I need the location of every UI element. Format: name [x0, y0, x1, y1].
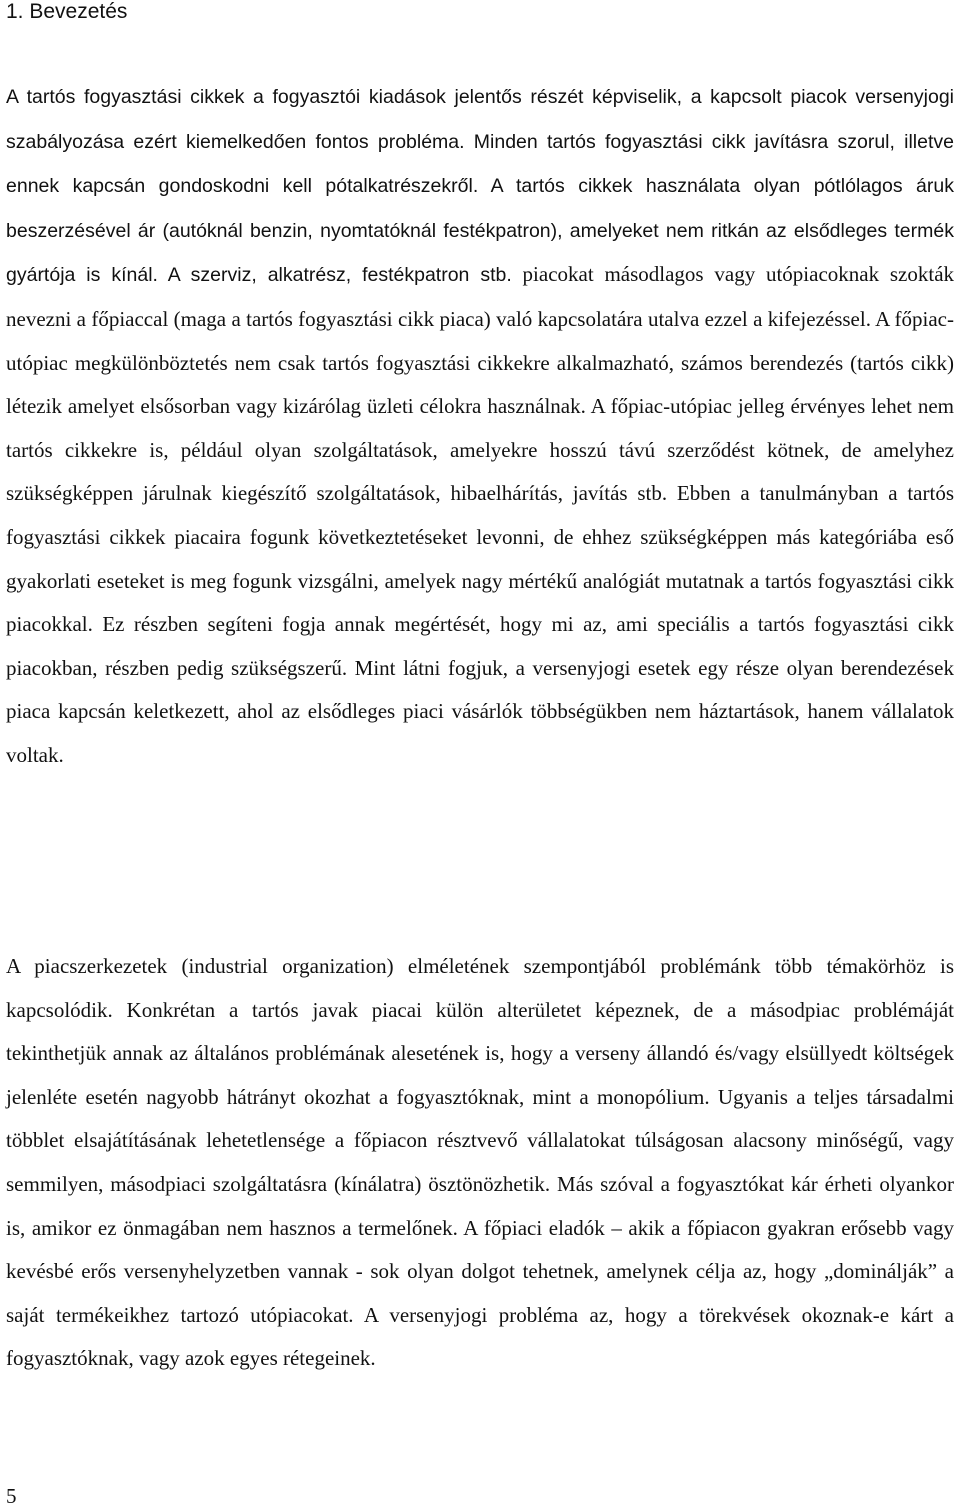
section-heading: 1. Bevezetés	[6, 0, 128, 23]
page-number: 5	[6, 1484, 17, 1508]
paragraph-introduction-serif-text: piacokat másodlagos vagy utópiacoknak szokták nevezni a főpiaccal (maga a tartós fogyasztási cikk piaca) való kapcsolatára utalva ezzel a kifejezéssel. A főpiac-utópiac megkülönböztetés nem csak tartós fogyasztási cikkekre alkalmazható, számos berendezés (tartós cikk) létezik amelyet elsősorban vagy kizárólag üzleti célokra használnak. A főpiac-utópiac jelleg érvényes lehet nem tartós cikkekre is, például olyan szolgáltatások, amelyekre hosszú távú szerződést kötnek, de amelyhez szükségképpen járulnak kiegészítő szolgáltatások, hibaelhárítás, javítás stb. Ebben a tanulmányban a tartós fogyasztási cikkek piacaira fogunk következtetéseket levonni, de ehhez szükségképpen más kategóriába eső gyakorlati eseteket is meg fogunk vizsgálni, amelyek nagy mértékű analógiát mutatnak a tartós fogyasztási cikk piacokkal. Ez részben segíteni fogja annak megértését, hogy mi az, ami speciális a tartós fogyasztási cikk piacokban, részben pedig szükségszerű. Mint látni fogjuk, a versenyjogi esetek egy része olyan berendezések piaca kapcsán keletkezett, ahol az elsődleges piaci vásárlók többségükben nem háztartások, hanem vállalatok voltak.	[6, 262, 955, 767]
paragraph-industrial-organization: A piacszerkezetek (industrial organization) elméletének szempontjából problémánk több témakörhöz is kapcsolódik. Konkrétan a tartós javak piacai külön alterületet képeznek, de a másodpiac problémáját tekinthetjük annak az általános problémának alesetének is, hogy a verseny állandó és/vagy elsüllyedt költségek jelenléte esetén nagyobb hátrányt okozhat a fogyasztóknak, mint a monopólium. Ugyanis a teljes társadalmi többlet elsajátításának lehetetlensége a főpiacon résztvevő vállalatokat túlságosan alacsony minőségű, vagy semmilyen, másodpiaci szolgáltatásra (kínálatra) ösztönözhetik. Más szóval a fogyasztókat kár érheti olyankor is, amikor ez önmagában nem hasznos a termelőnek. A főpiaci eladók – akik a főpiacon gyakran erősebb vagy kevésbé erős versenyhelyzetben vannak - sok olyan dolgot tehetnek, amelynek célja az, hogy „dominálják” a saját termékeikhez tartozó utópiacokat. A versenyjogi probléma az, hogy a törekvések okoznak-e kárt a fogyasztóknak, vagy azok egyes rétegeinek.	[6, 954, 954, 1371]
paragraph-introduction-sans-text: A tartós fogyasztási cikkek a fogyasztói kiadások jelentős részét képviselik, a kapcsolt piacok versenyjogi szabályozása ezért kiemelkedően fontos probléma. Minden tartós fogyasztási cikk javításra szorul, illetve ennek kapcsán gondoskodni kell pótalkatrészekről. A tartós cikkek használata olyan pótlólagos áruk beszerzésével ár (autóknál benzin, nyomtatóknál festékpatron), amelyeket nem ritkán az elsődleges termék gyártója is kínál. A szerviz, alkatrész, festékpatron stb.	[6, 86, 954, 287]
paragraph-introduction	[6, 75, 954, 778]
